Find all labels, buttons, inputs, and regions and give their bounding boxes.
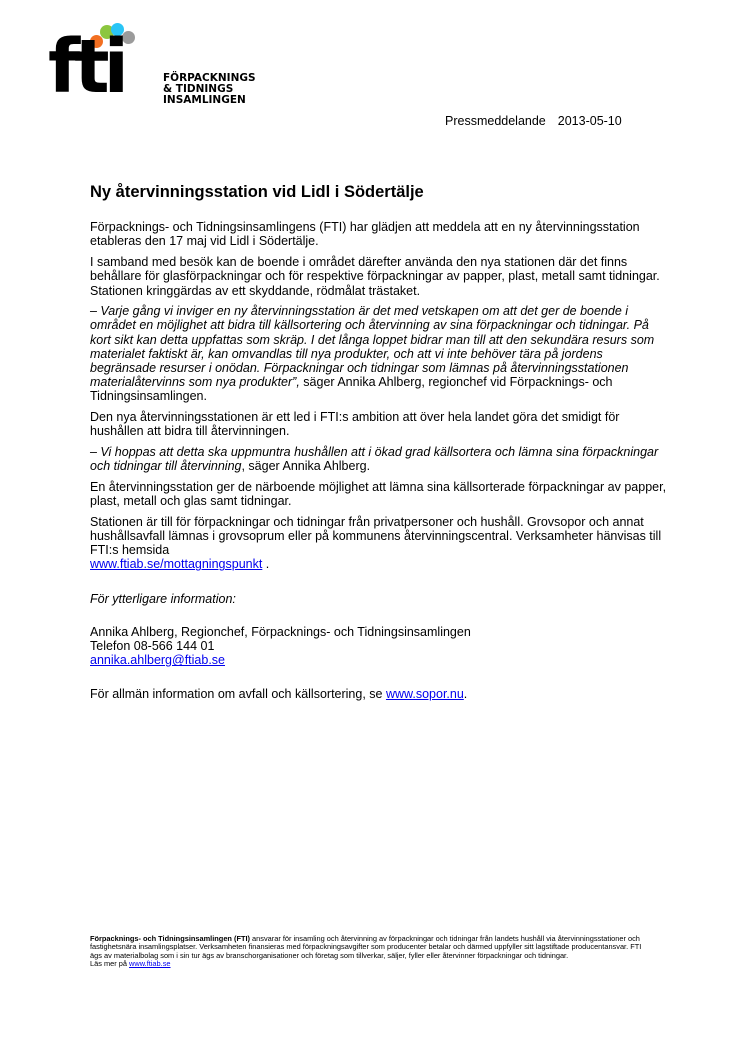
press-header — [445, 114, 634, 128]
quote-attribution-2: , säger Annika Ahlberg. — [241, 459, 371, 474]
fti-logo — [48, 22, 288, 122]
quote-text-2: – Vi hoppas att detta ska uppmuntra hushållen att i ökad grad källsortera och lämna sina förpackningar och tidningar till återvinning — [90, 445, 659, 474]
paragraph-station: I samband med besök kan de boende i området därefter använda den nya stationen där det finns behållare för glasförpackningar och för respektive förpackningar av papper, plast, metall samt tidningar. Stationen kringgärdas av ett skyddande, rödmålat trästaket. — [90, 255, 660, 298]
logo-line-2: & TIDNINGS — [163, 83, 234, 95]
footer-text: ansvarar för insamling och återvinning av förpackningar och tidningar från landets hushåll via återvinningsstationer och fastighetsnära insamlingsplatser. Verksamheten finansieras med förpackningsavgifter som producenter betalar och därmed uppfyller sitt lagstiftade producentansvar. FTI ägs av materialbolag som i sin tur ägs av branschorganisationer och företag som tillverkar, säljer, fyller eller återvinner förpackningar och tidningar. — [90, 934, 642, 960]
contact-name: Annika Ahlberg, Regionchef, Förpacknings- och Tidningsinsamlingen — [90, 624, 471, 639]
general-info-text: För allmän information om avfall och källsortering, se — [90, 687, 386, 702]
logo-line-3: INSAMLINGEN — [163, 94, 246, 106]
general-info — [90, 687, 670, 701]
footer-ftiab-link[interactable]: www.ftiab.se — [129, 959, 171, 969]
footer-org: Förpacknings- och Tidningsinsamlingen (FTI) — [90, 934, 250, 943]
doc-type: Pressmeddelande — [445, 114, 546, 128]
footer-more: Läs mer på — [90, 959, 130, 969]
mottagningspunkt-link[interactable]: www.ftiab.se/mottagningspunkt — [90, 557, 263, 572]
page-title: Ny återvinningsstation vid Lidl i Södertälje — [90, 183, 424, 201]
contact-block — [90, 625, 670, 668]
sopor-link[interactable]: www.sopor.nu — [385, 687, 464, 702]
contact-phone: Telefon 08-566 144 01 — [90, 639, 215, 654]
press-release-body — [90, 185, 670, 708]
doc-date: 2013-05-10 — [557, 114, 622, 128]
info-heading-text: För ytterligare information: — [90, 591, 236, 606]
paragraph-quote-1 — [90, 304, 670, 403]
contact-email-link[interactable]: annika.ahlberg@ftiab.se — [90, 653, 225, 668]
paragraph-ambition: Den nya återvinningsstationen är ett led i FTI:s ambition att över hela landet göra det smidigt för hushållen att bidra till återvinningen. — [90, 410, 620, 439]
quote-attribution-1: säger Annika Ahlberg, regionchef vid Förpacknings- och Tidningsinsamlingen. — [90, 375, 613, 404]
footer — [90, 935, 650, 969]
info-heading — [90, 592, 670, 606]
quote-text-1: – Varje gång vi inviger en ny återvinningsstation är det med vetskapen om att det ger de boende i området en möjlighet att bidra till källsortering och återvinning av sina förpackningar och tidningar. På kort sikt kan detta uppfattas som skräp. I det långa loppet bidrar man till att den sekundära resurs som materialet faktiskt är, kan omvandlas till nya produkter, och att vi inte behöver tära på jordens begränsade resurser i onödan. Förpackningar och tidningar som lämnas på återvinningsstationen materialåtervinns som nya produkter”, — [90, 304, 655, 390]
logo-wordmark: fti — [48, 24, 123, 110]
private-end: . — [262, 557, 270, 572]
paragraph-intro: Förpacknings- och Tidningsinsamlingens (FTI) har glädjen att meddela att en ny återvinningsstation etableras den 17 maj vid Lidl i Södertälje. — [90, 220, 640, 249]
logo-subtitle — [163, 73, 256, 106]
paragraph-quote-2 — [90, 445, 670, 473]
private-text: Stationen är till för förpackningar och tidningar från privatpersoner och hushåll. Grovsopor och annat hushållsavfall lämnas i grovsoprum eller på kommunens återvinningscentral. Verksamheter hänvisas till FTI:s hemsida — [90, 514, 662, 558]
logo-line-1: FÖRPACKNINGS — [163, 72, 256, 84]
paragraph-private — [90, 515, 670, 572]
general-info-end: . — [463, 687, 468, 702]
logo-dot-grey — [122, 31, 135, 44]
paragraph-possibility: En återvinningsstation ger de närboende möjlighet att lämna sina källsorterade förpackningar av papper, plast, metall och glas samt tidningar. — [90, 479, 667, 509]
